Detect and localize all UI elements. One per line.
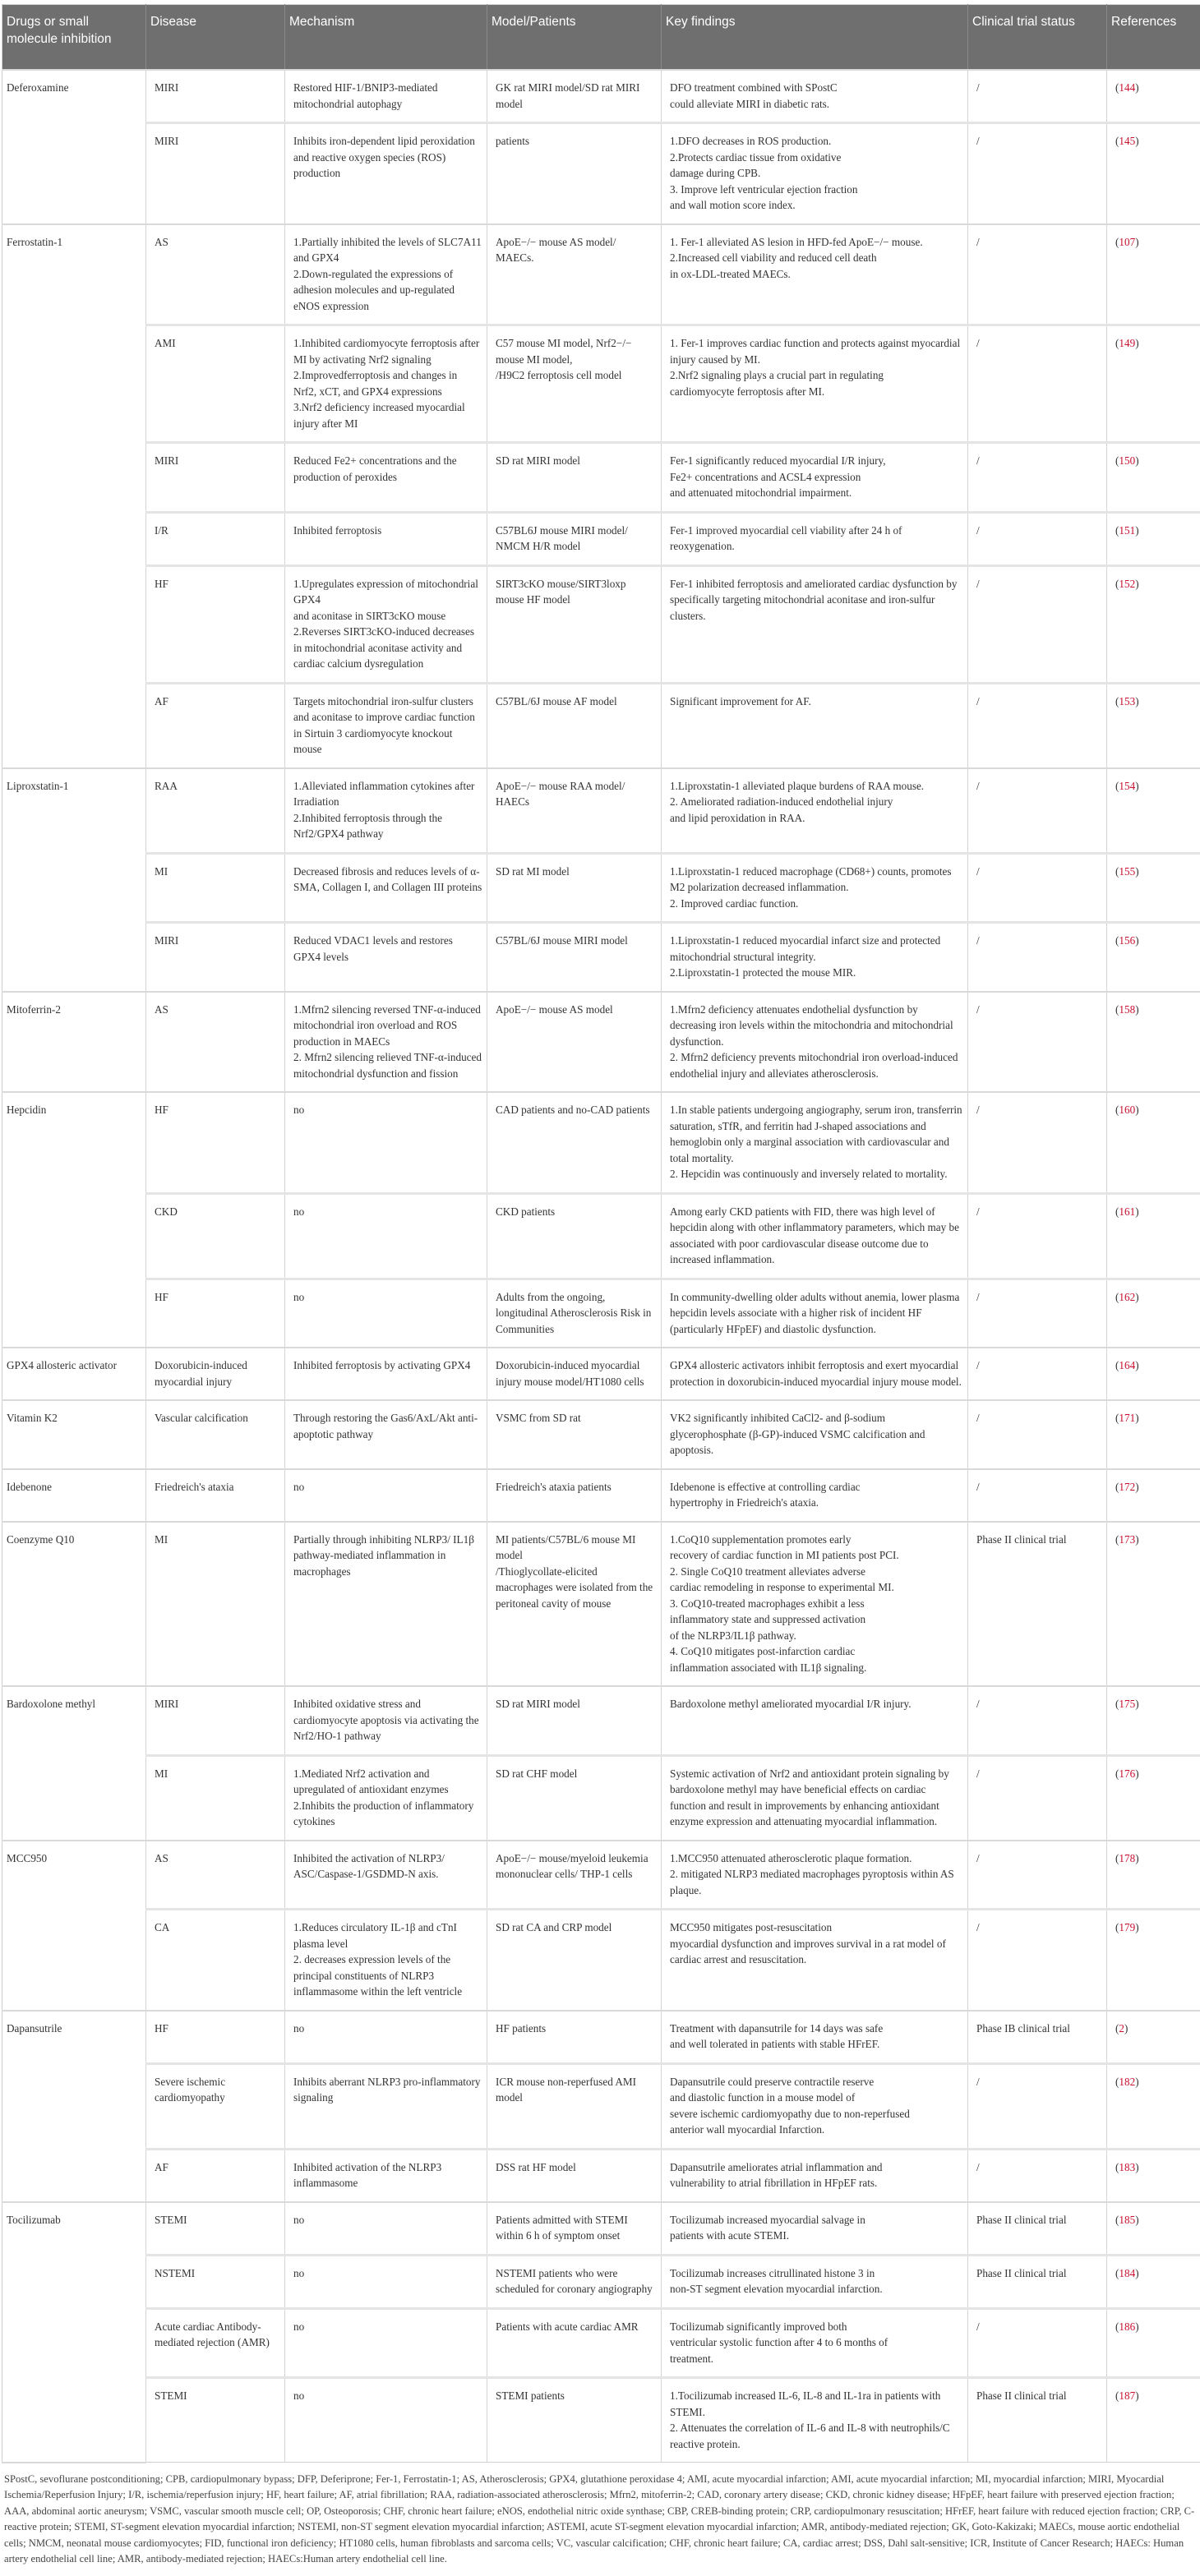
findings-cell: Dapansutrile could preserve contractile reserve and diastolic function in a mouse model of severe ischemic cardiomyopathy due to non-reperfused anterior wall myocardial Infarction. bbox=[662, 2063, 968, 2149]
table-row bbox=[2, 2202, 1200, 2256]
findings-cell: Systemic activation of Nrf2 and antioxidant protein signaling by bardoxolone methyl may have beneficial effects on cardiac function and result in improvements by enhancing antioxidant enzyme expression and attenuating myocardial inflammation. bbox=[662, 1755, 968, 1841]
reference-cell bbox=[1107, 224, 1200, 325]
reference-link[interactable] bbox=[1115, 1359, 1139, 1371]
mechanism-cell: no bbox=[285, 2255, 487, 2308]
status-cell: / bbox=[968, 1841, 1107, 1910]
header-status: Clinical trial status bbox=[968, 5, 1107, 71]
disease-cell: RAA bbox=[146, 768, 285, 854]
model-cell: C57BL6J mouse MIRI model/ NMCM H/R model bbox=[487, 512, 662, 565]
reference-cell bbox=[1107, 1400, 1200, 1469]
model-cell: STEMI patients bbox=[487, 2378, 662, 2463]
status-cell: / bbox=[968, 123, 1107, 224]
findings-cell: In community-dwelling older adults without anemia, lower plasma hepcidin levels associate with a higher risk of incident HF (particularly HFpEF) and diastolic dysfunction. bbox=[662, 1279, 968, 1348]
reference-cell bbox=[1107, 1522, 1200, 1687]
reference-number[interactable]: 155 bbox=[1119, 865, 1135, 878]
reference-number[interactable]: 178 bbox=[1119, 1852, 1135, 1864]
model-cell: DSS rat HF model bbox=[487, 2149, 662, 2202]
status-cell: / bbox=[968, 443, 1107, 513]
reference-link[interactable] bbox=[1115, 2267, 1139, 2279]
disease-cell: MIRI bbox=[146, 443, 285, 513]
table-body bbox=[2, 70, 1200, 2463]
reference-link[interactable] bbox=[1115, 2076, 1139, 2088]
reference-cell bbox=[1107, 1910, 1200, 2011]
model-cell: C57BL/6J mouse AF model bbox=[487, 683, 662, 768]
disease-cell: AF bbox=[146, 683, 285, 768]
mechanism-cell: no bbox=[285, 2378, 487, 2463]
reference-number[interactable]: 187 bbox=[1119, 2389, 1135, 2402]
status-cell: Phase II clinical trial bbox=[968, 2202, 1107, 2256]
status-cell: / bbox=[968, 1910, 1107, 2011]
header-drug: Drugs or small molecule inhibition bbox=[2, 5, 146, 71]
status-cell: / bbox=[968, 224, 1107, 325]
reference-cell bbox=[1107, 2202, 1200, 2256]
reference-cell bbox=[1107, 923, 1200, 992]
findings-cell: MCC950 mitigates post-resuscitation myocardial dysfunction and improves survival in a rat model of cardiac arrest and resuscitation. bbox=[662, 1910, 968, 2011]
model-cell: VSMC from SD rat bbox=[487, 1400, 662, 1469]
header-findings: Key findings bbox=[662, 5, 968, 71]
model-cell: GK rat MIRI model/SD rat MIRI model bbox=[487, 70, 662, 123]
reference-number[interactable]: 183 bbox=[1119, 2161, 1135, 2173]
table-row bbox=[2, 565, 1200, 683]
mechanism-cell: no bbox=[285, 2202, 487, 2256]
reference-cell bbox=[1107, 1193, 1200, 1279]
reference-link[interactable] bbox=[1115, 1291, 1139, 1303]
reference-cell bbox=[1107, 2308, 1200, 2378]
reference-cell bbox=[1107, 1348, 1200, 1400]
status-cell: / bbox=[968, 2063, 1107, 2149]
reference-link[interactable] bbox=[1115, 524, 1139, 537]
findings-cell: GPX4 allosteric activators inhibit ferroptosis and exert myocardial protection in doxorubicin-induced myocardial injury mouse model. bbox=[662, 1348, 968, 1400]
findings-cell: 1.Liproxstatin-1 reduced macrophage (CD68+) counts, promotes M2 polarization decreased inflammation. 2. Improved cardiac function. bbox=[662, 853, 968, 923]
table-row bbox=[2, 512, 1200, 565]
mechanism-cell: Inhibited ferroptosis by activating GPX4 bbox=[285, 1348, 487, 1400]
drug-cell: Hepcidin bbox=[2, 1092, 146, 1348]
mechanism-cell: no bbox=[285, 1469, 487, 1522]
reference-number[interactable]: 172 bbox=[1119, 1481, 1135, 1493]
status-cell: / bbox=[968, 1279, 1107, 1348]
reference-number[interactable]: 2 bbox=[1119, 2022, 1124, 2035]
mechanism-cell: Targets mitochondrial iron-sulfur clusters and aconitase to improve cardiac function in Sirtuin 3 cardiomyocyte knockout mouse bbox=[285, 683, 487, 768]
table-row bbox=[2, 443, 1200, 513]
reference-link[interactable] bbox=[1115, 2161, 1139, 2173]
table-row bbox=[2, 1910, 1200, 2011]
findings-cell: 1.Liproxstatin-1 reduced myocardial infarct size and protected mitochondrial structural integrity. 2.Liproxstatin-1 protected the mouse MIR. bbox=[662, 923, 968, 992]
disease-cell: Severe ischemic cardiomyopathy bbox=[146, 2063, 285, 2149]
status-cell: / bbox=[968, 1755, 1107, 1841]
model-cell: SD rat CHF model bbox=[487, 1755, 662, 1841]
mechanism-cell: 1.Reduces circulatory IL-1β and cTnI plasma level 2. decreases expression levels of the principal constituents of NLRP3 inflammasome within the left ventricle bbox=[285, 1910, 487, 2011]
reference-cell bbox=[1107, 1092, 1200, 1193]
reference-cell bbox=[1107, 2063, 1200, 2149]
findings-cell: 1.Mfrn2 deficiency attenuates endothelial dysfunction by decreasing iron levels within the mitochondria and mitochondrial dysfunction. 2. Mfrn2 deficiency prevents mitochondrial iron overload-induced endothelial injury and alleviates atherosclerosis. bbox=[662, 992, 968, 1093]
findings-cell: Fer-1 inhibited ferroptosis and ameliorated cardiac dysfunction by specifically targeting mitochondrial aconitase and iron-sulfur clusters. bbox=[662, 565, 968, 683]
model-cell: patients bbox=[487, 123, 662, 224]
model-cell: CKD patients bbox=[487, 1193, 662, 1279]
reference-cell bbox=[1107, 1279, 1200, 1348]
status-cell: / bbox=[968, 70, 1107, 123]
reference-number[interactable]: 150 bbox=[1119, 454, 1135, 467]
table-row bbox=[2, 853, 1200, 923]
mechanism-cell: 1.Mediated Nrf2 activation and upregulated of antioxidant enzymes 2.Inhibits the production of inflammatory cytokines bbox=[285, 1755, 487, 1841]
findings-cell: 1. Fer-1 improves cardiac function and protects against myocardial injury caused by MI. 2.Nrf2 signaling plays a crucial part in regulating cardiomyocyte ferroptosis after MI. bbox=[662, 325, 968, 443]
status-cell: / bbox=[968, 853, 1107, 923]
reference-cell bbox=[1107, 1841, 1200, 1910]
table-row bbox=[2, 992, 1200, 1093]
mechanism-cell: Partially through inhibiting NLRP3/ IL1β pathway-mediated inflammation in macrophages bbox=[285, 1522, 487, 1687]
disease-cell: Vascular calcification bbox=[146, 1400, 285, 1469]
reference-number[interactable]: 164 bbox=[1119, 1359, 1135, 1371]
reference-link[interactable] bbox=[1115, 1767, 1139, 1780]
reference-number[interactable]: 153 bbox=[1119, 695, 1135, 707]
reference-number[interactable]: 184 bbox=[1119, 2267, 1135, 2279]
disease-cell: MIRI bbox=[146, 923, 285, 992]
disease-cell: HF bbox=[146, 2011, 285, 2064]
status-cell: / bbox=[968, 325, 1107, 443]
disease-cell: MIRI bbox=[146, 70, 285, 123]
table-row bbox=[2, 1841, 1200, 1910]
status-cell: / bbox=[968, 1348, 1107, 1400]
model-cell: SD rat MI model bbox=[487, 853, 662, 923]
drug-cell: Bardoxolone methyl bbox=[2, 1686, 146, 1841]
reference-link[interactable] bbox=[1115, 865, 1139, 878]
model-cell: C57BL/6J mouse MIRI model bbox=[487, 923, 662, 992]
model-cell: MI patients/C57BL/6 mouse MI model /Thioglycollate-elicited macrophages were isolated from the peritoneal cavity of mouse bbox=[487, 1522, 662, 1687]
reference-link[interactable] bbox=[1115, 135, 1139, 147]
status-cell: / bbox=[968, 2149, 1107, 2202]
table-row bbox=[2, 2149, 1200, 2202]
model-cell: Friedreich's ataxia patients bbox=[487, 1469, 662, 1522]
disease-cell: CA bbox=[146, 1910, 285, 2011]
reference-link[interactable] bbox=[1115, 780, 1139, 792]
model-cell: Patients with acute cardiac AMR bbox=[487, 2308, 662, 2378]
mechanism-cell: Reduced Fe2+ concentrations and the production of peroxides bbox=[285, 443, 487, 513]
reference-number[interactable]: 185 bbox=[1119, 2214, 1135, 2226]
drug-cell: Deferoxamine bbox=[2, 70, 146, 224]
disease-cell: Acute cardiac Antibody-mediated rejection (AMR) bbox=[146, 2308, 285, 2378]
disease-cell: STEMI bbox=[146, 2202, 285, 2256]
findings-cell: Tocilizumab increased myocardial salvage in patients with acute STEMI. bbox=[662, 2202, 968, 2256]
findings-cell: Fer-1 significantly reduced myocardial I/R injury, Fe2+ concentrations and ACSL4 expression and attenuated mitochondrial impairment. bbox=[662, 443, 968, 513]
disease-cell: MIRI bbox=[146, 123, 285, 224]
reference-link[interactable] bbox=[1115, 236, 1139, 248]
reference-cell bbox=[1107, 768, 1200, 854]
table-row bbox=[2, 1092, 1200, 1193]
table-row bbox=[2, 2063, 1200, 2149]
reference-link[interactable] bbox=[1115, 1412, 1139, 1424]
mechanism-cell: no bbox=[285, 2308, 487, 2378]
status-cell: Phase II clinical trial bbox=[968, 2378, 1107, 2463]
model-cell: ApoE−/− mouse RAA model/ HAECs bbox=[487, 768, 662, 854]
status-cell: Phase II clinical trial bbox=[968, 2255, 1107, 2308]
reference-link[interactable] bbox=[1115, 1003, 1139, 1016]
model-cell: ApoE−/− mouse/myeloid leukemia mononuclear cells/ THP-1 cells bbox=[487, 1841, 662, 1910]
disease-cell: AF bbox=[146, 2149, 285, 2202]
findings-cell: 1.In stable patients undergoing angiography, serum iron, transferrin saturation, sTfR, and ferritin had J-shaped associations and hemoglobin only a marginal association with cardiovascular and total mortality. 2. Hepcidin was continuously and inversely related to mortality. bbox=[662, 1092, 968, 1193]
reference-link[interactable] bbox=[1115, 2320, 1139, 2333]
reference-cell bbox=[1107, 2149, 1200, 2202]
reference-cell bbox=[1107, 992, 1200, 1093]
findings-cell: Significant improvement for AF. bbox=[662, 683, 968, 768]
reference-link[interactable] bbox=[1115, 1533, 1139, 1546]
table-row bbox=[2, 1348, 1200, 1400]
reference-link[interactable] bbox=[1115, 1921, 1139, 1933]
mechanism-cell: 1.Mfrn2 silencing reversed TNF-α-induced mitochondrial iron overload and ROS production in MAECs 2. Mfrn2 silencing relieved TNF-α-induced mitochondrial dysfunction and fission bbox=[285, 992, 487, 1093]
disease-cell: MI bbox=[146, 853, 285, 923]
reference-number[interactable]: 152 bbox=[1119, 578, 1135, 590]
reference-number[interactable]: 145 bbox=[1119, 135, 1135, 147]
findings-cell: 1.Liproxstatin-1 alleviated plaque burdens of RAA mouse. 2. Ameliorated radiation-induced endothelial injury and lipid peroxidation in RAA. bbox=[662, 768, 968, 854]
status-cell: Phase IB clinical trial bbox=[968, 2011, 1107, 2064]
findings-cell: 1.Tocilizumab increased IL-6, IL-8 and IL-1ra in patients with STEMI. 2. Attenuates the correlation of IL-6 and IL-8 with neutrophils/C reactive protein. bbox=[662, 2378, 968, 2463]
mechanism-cell: 1.Partially inhibited the levels of SLC7A11 and GPX4 2.Down-regulated the expressions of adhesion molecules and up-regulated eNOS expression bbox=[285, 224, 487, 325]
drug-cell: Ferrostatin-1 bbox=[2, 224, 146, 768]
model-cell: ApoE−/− mouse AS model/ MAECs. bbox=[487, 224, 662, 325]
reference-number[interactable]: 162 bbox=[1119, 1291, 1135, 1303]
model-cell: Adults from the ongoing, longitudinal Atherosclerosis Risk in Communities bbox=[487, 1279, 662, 1348]
table-row bbox=[2, 2378, 1200, 2463]
reference-number[interactable]: 161 bbox=[1119, 1205, 1135, 1218]
model-cell: CAD patients and no-CAD patients bbox=[487, 1092, 662, 1193]
mechanism-cell: 1.Upregulates expression of mitochondrial GPX4 and aconitase in SIRT3cKO mouse 2.Reverses SIRT3cKO-induced decreases in mitochondrial aconitase activity and cardiac calcium dysregulation bbox=[285, 565, 487, 683]
mechanism-cell: Inhibited oxidative stress and cardiomyocyte apoptosis via activating the Nrf2/HO-1 pathway bbox=[285, 1686, 487, 1755]
mechanism-cell: Decreased fibrosis and reduces levels of α-SMA, Collagen I, and Collagen III proteins bbox=[285, 853, 487, 923]
table-row bbox=[2, 2308, 1200, 2378]
mechanism-cell: 1.Inhibited cardiomyocyte ferroptosis after MI by activating Nrf2 signaling 2.Improvedferroptosis and changes in Nrf2, xCT, and GPX4 expressions 3.Nrf2 deficiency increased myocardial injury after MI bbox=[285, 325, 487, 443]
header-mechanism: Mechanism bbox=[285, 5, 487, 71]
reference-link[interactable] bbox=[1115, 2022, 1128, 2035]
table-row bbox=[2, 1522, 1200, 1687]
model-cell: HF patients bbox=[487, 2011, 662, 2064]
disease-cell: AS bbox=[146, 992, 285, 1093]
mechanism-cell: Inhibited the activation of NLRP3/ ASC/Caspase-1/GSDMD-N axis. bbox=[285, 1841, 487, 1910]
disease-cell: Friedreich's ataxia bbox=[146, 1469, 285, 1522]
table-row bbox=[2, 1193, 1200, 1279]
drug-cell: Coenzyme Q10 bbox=[2, 1522, 146, 1687]
status-cell: Phase II clinical trial bbox=[968, 1522, 1107, 1687]
findings-cell: 1.DFO decreases in ROS production. 2.Protects cardiac tissue from oxidative damage during CPB. 3. Improve left ventricular ejection fraction and wall motion score index. bbox=[662, 123, 968, 224]
drug-cell: Vitamin K2 bbox=[2, 1400, 146, 1469]
drug-cell: Tocilizumab bbox=[2, 2202, 146, 2463]
table-row bbox=[2, 1469, 1200, 1522]
reference-link[interactable] bbox=[1115, 81, 1139, 94]
mechanism-cell: Inhibits iron-dependent lipid peroxidation and reactive oxygen species (ROS) production bbox=[285, 123, 487, 224]
table-row bbox=[2, 683, 1200, 768]
status-cell: / bbox=[968, 1400, 1107, 1469]
reference-cell bbox=[1107, 683, 1200, 768]
model-cell: SIRT3cKO mouse/SIRT3loxp mouse HF model bbox=[487, 565, 662, 683]
status-cell: / bbox=[968, 1686, 1107, 1755]
findings-cell: Treatment with dapansutrile for 14 days was safe and well tolerated in patients with stable HFrEF. bbox=[662, 2011, 968, 2064]
model-cell: NSTEMI patients who were scheduled for coronary angiography bbox=[487, 2255, 662, 2308]
mechanism-cell: Reduced VDAC1 levels and restores GPX4 levels bbox=[285, 923, 487, 992]
status-cell: / bbox=[968, 992, 1107, 1093]
model-cell: C57 mouse MI model, Nrf2−/− mouse MI model, /H9C2 ferroptosis cell model bbox=[487, 325, 662, 443]
model-cell: Doxorubicin-induced myocardial injury mouse model/HT1080 cells bbox=[487, 1348, 662, 1400]
status-cell: / bbox=[968, 923, 1107, 992]
reference-link[interactable] bbox=[1115, 934, 1139, 947]
table-row bbox=[2, 325, 1200, 443]
mechanism-cell: no bbox=[285, 1092, 487, 1193]
reference-number[interactable]: 149 bbox=[1119, 337, 1135, 349]
reference-link[interactable] bbox=[1115, 1481, 1139, 1493]
findings-cell: 1.MCC950 attenuated atherosclerotic plaque formation. 2. mitigated NLRP3 mediated macrophages pyroptosis within AS plaque. bbox=[662, 1841, 968, 1910]
status-cell: / bbox=[968, 2308, 1107, 2378]
reference-number[interactable]: 179 bbox=[1119, 1921, 1135, 1933]
table-row bbox=[2, 2255, 1200, 2308]
status-cell: / bbox=[968, 1092, 1107, 1193]
findings-cell: Among early CKD patients with FID, there was high level of hepcidin along with other inflammatory parameters, which may be associated with poor cardiovascular disease outcome due to increased inflammation. bbox=[662, 1193, 968, 1279]
reference-number[interactable]: 107 bbox=[1119, 236, 1135, 248]
reference-cell bbox=[1107, 325, 1200, 443]
reference-number[interactable]: 182 bbox=[1119, 2076, 1135, 2088]
table-row bbox=[2, 1755, 1200, 1841]
reference-link[interactable] bbox=[1115, 337, 1139, 349]
status-cell: / bbox=[968, 768, 1107, 854]
model-cell: SD rat MIRI model bbox=[487, 1686, 662, 1755]
status-cell: / bbox=[968, 1469, 1107, 1522]
drug-cell: Dapansutrile bbox=[2, 2011, 146, 2202]
disease-cell: CKD bbox=[146, 1193, 285, 1279]
model-cell: ApoE−/− mouse AS model bbox=[487, 992, 662, 1093]
reference-number[interactable]: 156 bbox=[1119, 934, 1135, 947]
table-row bbox=[2, 1686, 1200, 1755]
mechanism-cell: Restored HIF-1/BNIP3-mediated mitochondrial autophagy bbox=[285, 70, 487, 123]
disease-cell: I/R bbox=[146, 512, 285, 565]
reference-cell bbox=[1107, 853, 1200, 923]
header-disease: Disease bbox=[146, 5, 285, 71]
model-cell: ICR mouse non-reperfused AMI model bbox=[487, 2063, 662, 2149]
header-references: References bbox=[1107, 5, 1200, 71]
mechanism-cell: Inhibited ferroptosis bbox=[285, 512, 487, 565]
table-row bbox=[2, 923, 1200, 992]
model-cell: SD rat MIRI model bbox=[487, 443, 662, 513]
reference-number[interactable]: 176 bbox=[1119, 1767, 1135, 1780]
disease-cell: NSTEMI bbox=[146, 2255, 285, 2308]
drug-cell: GPX4 allosteric activator bbox=[2, 1348, 146, 1400]
disease-cell: AS bbox=[146, 224, 285, 325]
reference-cell bbox=[1107, 70, 1200, 123]
disease-cell: MIRI bbox=[146, 1686, 285, 1755]
findings-cell: Bardoxolone methyl ameliorated myocardial I/R injury. bbox=[662, 1686, 968, 1755]
reference-link[interactable] bbox=[1115, 2389, 1139, 2402]
table-row bbox=[2, 1400, 1200, 1469]
reference-link[interactable] bbox=[1115, 454, 1139, 467]
reference-number[interactable]: 171 bbox=[1119, 1412, 1135, 1424]
reference-number[interactable]: 154 bbox=[1119, 780, 1135, 792]
header-model: Model/Patients bbox=[487, 5, 662, 71]
status-cell: / bbox=[968, 565, 1107, 683]
reference-number[interactable]: 175 bbox=[1119, 1698, 1135, 1710]
mechanism-cell: no bbox=[285, 1279, 487, 1348]
table-row bbox=[2, 224, 1200, 325]
reference-link[interactable] bbox=[1115, 1698, 1139, 1710]
findings-cell: Fer-1 improved myocardial cell viability after 24 h of reoxygenation. bbox=[662, 512, 968, 565]
reference-link[interactable] bbox=[1115, 1852, 1139, 1864]
findings-cell: Dapansutrile ameliorates atrial inflammation and vulnerability to atrial fibrillation in HFpEF rats. bbox=[662, 2149, 968, 2202]
disease-cell: Doxorubicin-induced myocardial injury bbox=[146, 1348, 285, 1400]
findings-cell: 1. Fer-1 alleviated AS lesion in HFD-fed ApoE−/− mouse. 2.Increased cell viability and reduced cell death in ox-LDL-treated MAECs. bbox=[662, 224, 968, 325]
mechanism-cell: Inhibited activation of the NLRP3 inflammasome bbox=[285, 2149, 487, 2202]
drug-cell: MCC950 bbox=[2, 1841, 146, 2011]
status-cell: / bbox=[968, 1193, 1107, 1279]
mechanism-cell: no bbox=[285, 2011, 487, 2064]
reference-cell bbox=[1107, 2255, 1200, 2308]
disease-cell: HF bbox=[146, 1092, 285, 1193]
findings-cell: VK2 significantly inhibited CaCl2- and β-sodium glycerophosphate (β-GP)-induced VSMC calcification and apoptosis. bbox=[662, 1400, 968, 1469]
reference-number[interactable]: 144 bbox=[1119, 81, 1135, 94]
mechanism-cell: no bbox=[285, 1193, 487, 1279]
findings-cell: DFO treatment combined with SPostC could alleviate MIRI in diabetic rats. bbox=[662, 70, 968, 123]
findings-cell: Idebenone is effective at controlling cardiac hypertrophy in Friedreich's ataxia. bbox=[662, 1469, 968, 1522]
header-row bbox=[2, 5, 1200, 71]
disease-cell: AMI bbox=[146, 325, 285, 443]
status-cell: / bbox=[968, 512, 1107, 565]
mechanism-cell: Through restoring the Gas6/AxL/Akt anti-apoptotic pathway bbox=[285, 1400, 487, 1469]
reference-cell bbox=[1107, 123, 1200, 224]
reference-number[interactable]: 173 bbox=[1119, 1533, 1135, 1546]
disease-cell: MI bbox=[146, 1755, 285, 1841]
table-row bbox=[2, 123, 1200, 224]
disease-cell: MI bbox=[146, 1522, 285, 1687]
table-row bbox=[2, 2011, 1200, 2064]
drug-cell: Idebenone bbox=[2, 1469, 146, 1522]
reference-link[interactable] bbox=[1115, 578, 1139, 590]
mechanism-cell: 1.Alleviated inflammation cytokines after Irradiation 2.Inhibited ferroptosis through the Nrf2/GPX4 pathway bbox=[285, 768, 487, 854]
reference-cell bbox=[1107, 1686, 1200, 1755]
reference-cell bbox=[1107, 565, 1200, 683]
findings-cell: Tocilizumab increases citrullinated histone 3 in non-ST segment elevation myocardial infarction. bbox=[662, 2255, 968, 2308]
reference-cell bbox=[1107, 2378, 1200, 2463]
drug-cell: Mitoferrin-2 bbox=[2, 992, 146, 1093]
mechanism-cell: Inhibits aberrant NLRP3 pro-inflammatory signaling bbox=[285, 2063, 487, 2149]
drug-cell: Liproxstatin-1 bbox=[2, 768, 146, 992]
disease-cell: AS bbox=[146, 1841, 285, 1910]
reference-cell bbox=[1107, 512, 1200, 565]
table-row bbox=[2, 768, 1200, 854]
table-row bbox=[2, 70, 1200, 123]
disease-cell: HF bbox=[146, 565, 285, 683]
reference-link[interactable] bbox=[1115, 695, 1139, 707]
reference-number[interactable]: 186 bbox=[1119, 2320, 1135, 2333]
reference-cell bbox=[1107, 443, 1200, 513]
reference-number[interactable]: 151 bbox=[1119, 524, 1135, 537]
reference-link[interactable] bbox=[1115, 1205, 1139, 1218]
reference-cell bbox=[1107, 1755, 1200, 1841]
table-footnote: SPostC, sevoflurane postconditioning; CPB, cardiopulmonary bypass; DFP, Deferiprone; Fer-1, Ferrostatin-1; AS, Atherosclerosis; GPX4, glutathione peroxidase 4; AMI, acute myocardial infarction; AMI, acute myocardial infarction; MI, myocardial infarction; MIRI, Myocardial Ischemia/Reperfusion Injury; I/R, ischemia/reperfusion injury; HF, heart failure; AF, atrial fibrillation; RAA, radiation-associated atherosclerosis; Mfrn2, mitoferrin-2; CAD, coronary artery disease; CKD, chronic kidney disease; HFpEF, heart failure with preserved ejection fraction; AAA, abdominal aortic aneurysm; VSMC, vascular smooth muscle cell; OP, Osteoporosis; CHF, chronic heart failure; eNOS, endothelial nitric oxide synthase; CBP, CREB-binding protein; CRP, cardiopulmonary resuscitation; HFrEF, heart failure with reduced ejection fraction; CRP, C-reactive protein; STEMI, ST-segment elevation myocardial infarction; NSTEMI, non-ST segment elevation myocardial infarction; ASTEMI, acute ST-segment elevation myocardial infarction; AMR, antibody-mediated rejection; GK, Goto-Kakizaki; MAECs, mouse aortic endothelial cells; NMCM, neonatal mouse cardiomyocytes; FID, functional iron deficiency; HT1080 cells, human fibroblasts and sarcoma cells; VC, vascular calcification; CHF, chronic heart failure; CA, cardiac arrest; DSS, Dahl salt-sensitive; ICR, Institute of Cancer Research; HAECs: Human artery endothelial cell line; AMR, antibody-mediated rejection; HAECs:Human artery endothelial cell line. bbox=[2, 2463, 1200, 2576]
reference-number[interactable]: 158 bbox=[1119, 1003, 1135, 1016]
reference-cell bbox=[1107, 2011, 1200, 2064]
drug-table bbox=[2, 4, 1200, 2463]
model-cell: SD rat CA and CRP model bbox=[487, 1910, 662, 2011]
reference-cell bbox=[1107, 1469, 1200, 1522]
status-cell: / bbox=[968, 683, 1107, 768]
reference-link[interactable] bbox=[1115, 1104, 1139, 1116]
findings-cell: 1.CoQ10 supplementation promotes early recovery of cardiac function in MI patients post PCI. 2. Single CoQ10 treatment alleviates adverse cardiac remodeling in response to experimental MI. 3. CoQ10-treated macrophages exhibit a less inflammatory state and suppressed activation of the NLRP3/IL1β pathway. 4. CoQ10 mitigates post-infarction cardiac inflammation associated with IL1β signaling. bbox=[662, 1522, 968, 1687]
model-cell: Patients admitted with STEMI within 6 h of symptom onset bbox=[487, 2202, 662, 2256]
table-row bbox=[2, 1279, 1200, 1348]
disease-cell: HF bbox=[146, 1279, 285, 1348]
findings-cell: Tocilizumab significantly improved both ventricular systolic function after 4 to 6 months of treatment. bbox=[662, 2308, 968, 2378]
reference-number[interactable]: 160 bbox=[1119, 1104, 1135, 1116]
reference-link[interactable] bbox=[1115, 2214, 1139, 2226]
disease-cell: STEMI bbox=[146, 2378, 285, 2463]
